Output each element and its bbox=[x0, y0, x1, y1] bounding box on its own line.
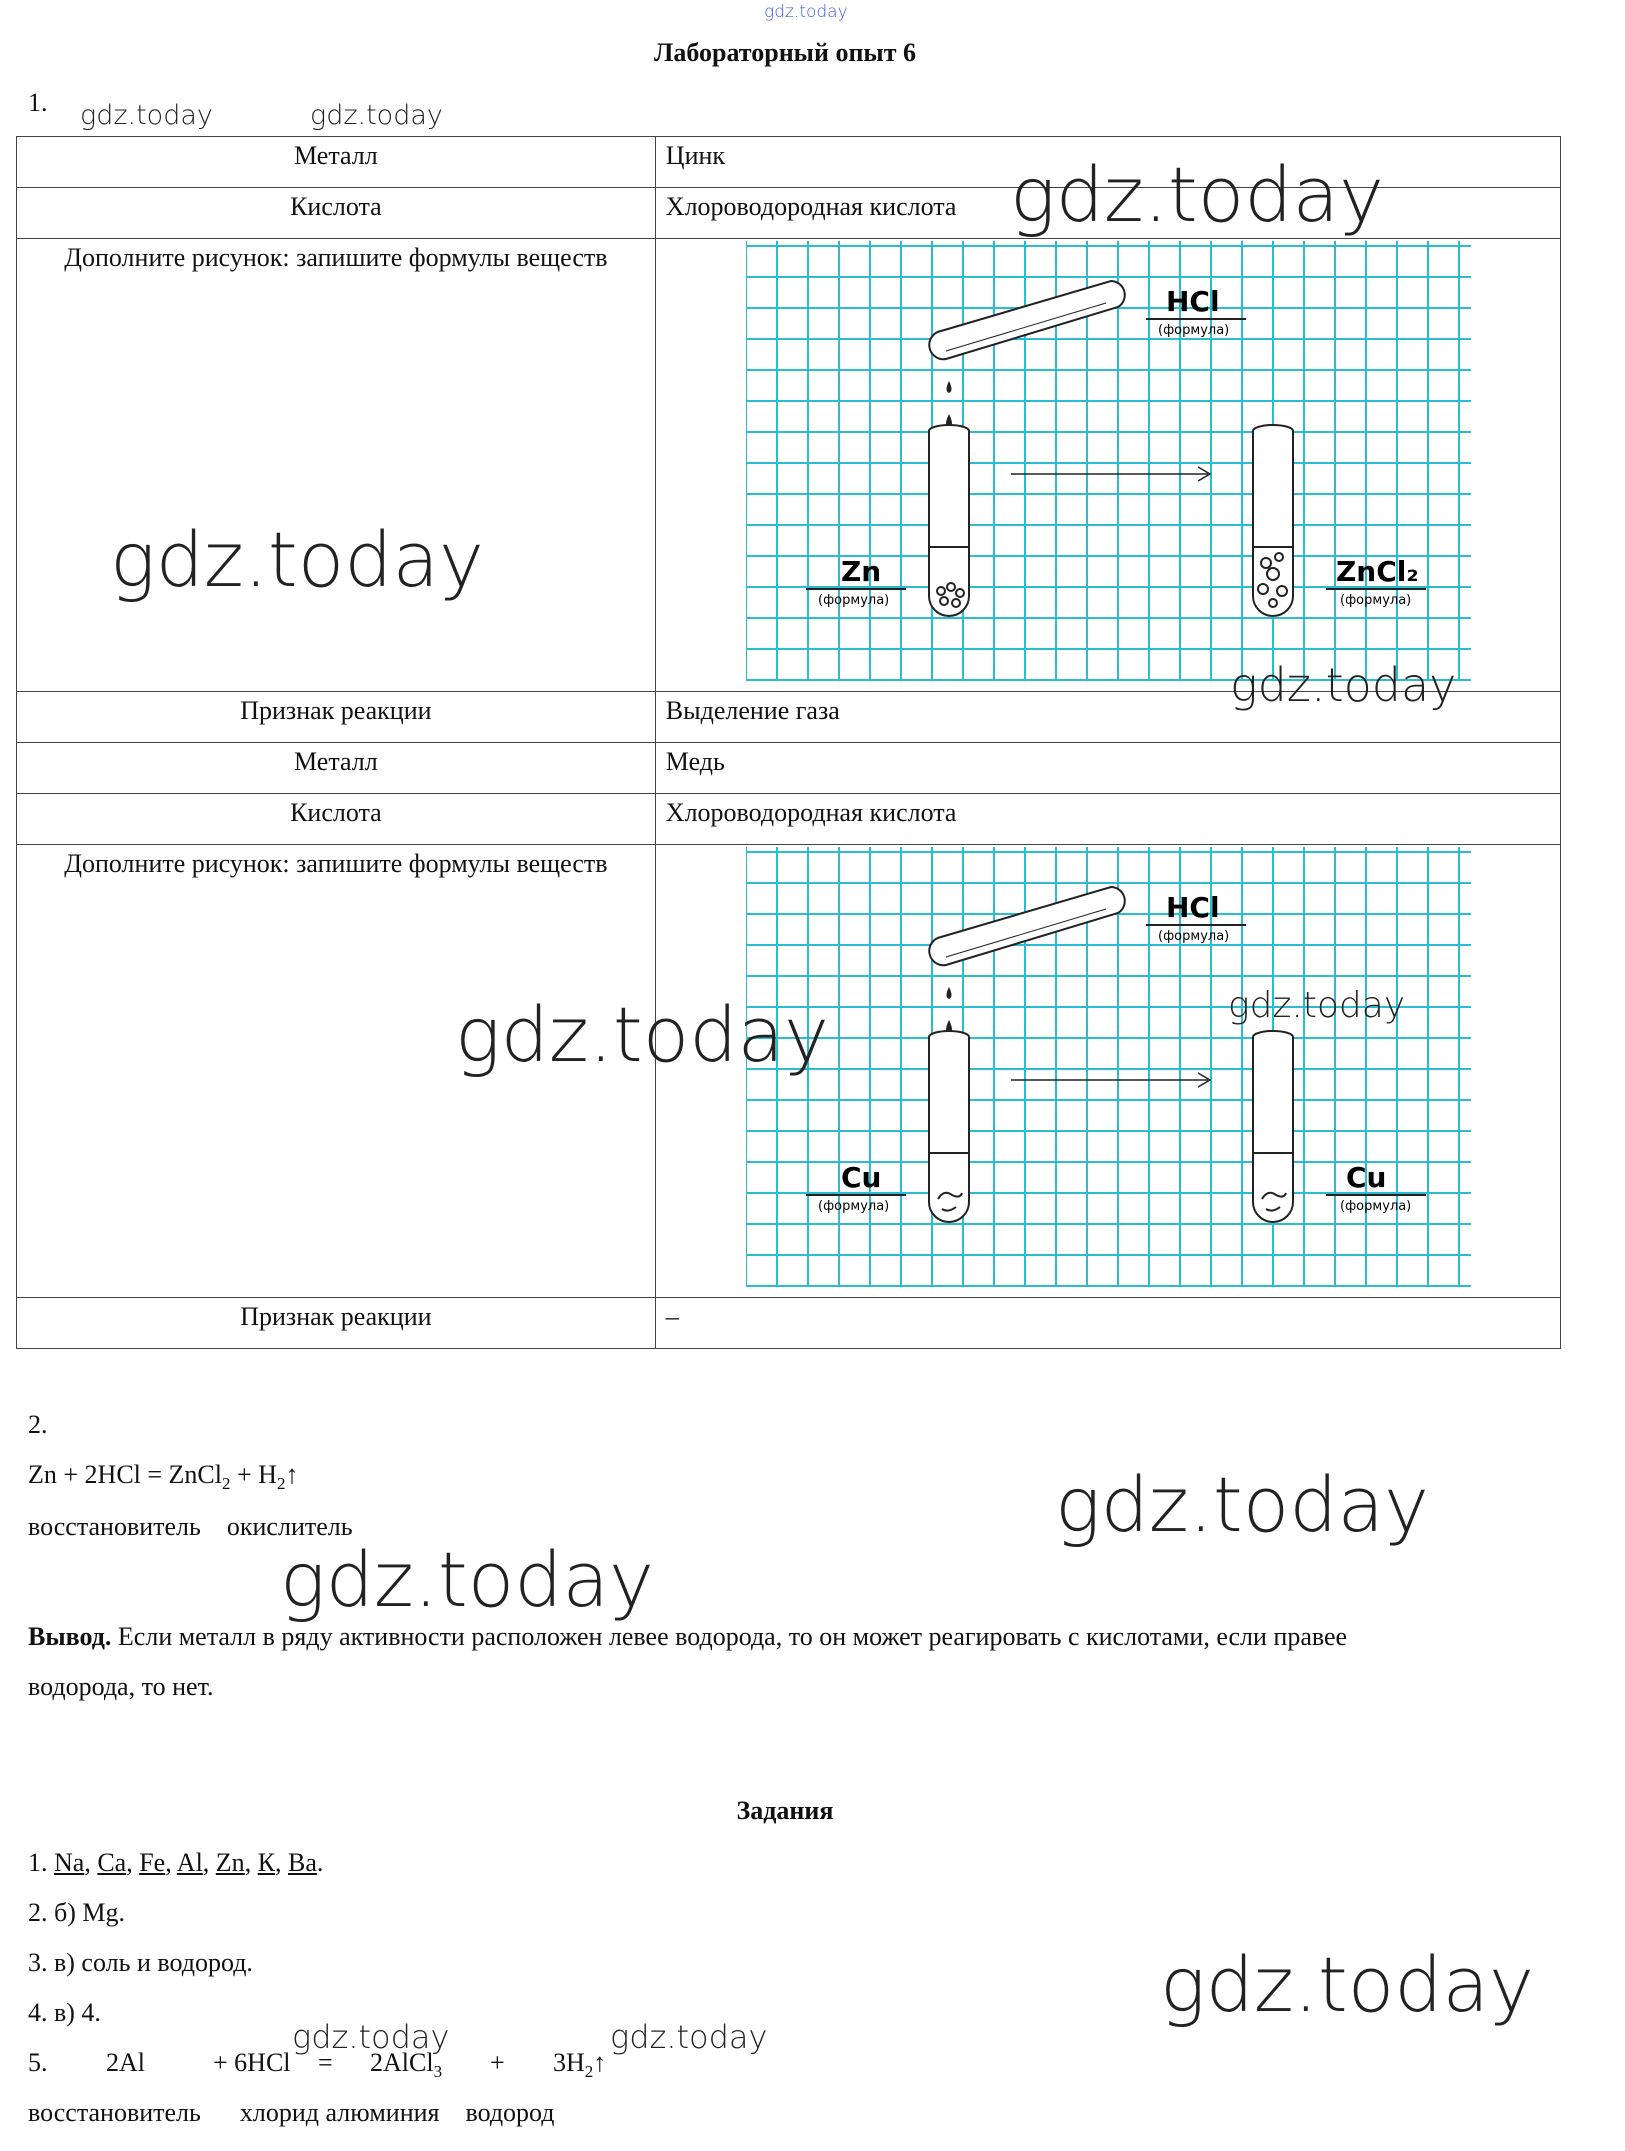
watermark: gdz.today bbox=[292, 2018, 450, 2056]
watermark: gdz.today bbox=[455, 990, 829, 1079]
equation-part: Zn + 2HCl = ZnCl bbox=[28, 1460, 222, 1489]
figure-cell-1 bbox=[655, 239, 1560, 692]
metal-label: Металл bbox=[17, 137, 656, 188]
metal-value: Медь bbox=[655, 743, 1560, 794]
acid-caption: (формула) bbox=[1157, 929, 1230, 944]
task-5 bbox=[28, 2048, 728, 2088]
drop-icon bbox=[946, 381, 951, 393]
right-tube bbox=[1253, 425, 1293, 616]
table-row bbox=[17, 1298, 1561, 1349]
task-1-item: Al bbox=[176, 1848, 203, 1877]
reaction-figure-2 bbox=[746, 847, 1471, 1287]
page-title: Лабораторный опыт 6 bbox=[653, 38, 917, 67]
watermark: gdz.today bbox=[1010, 150, 1384, 239]
task-1-item: Na bbox=[54, 1848, 85, 1877]
drop-icon bbox=[946, 987, 951, 999]
conclusion-text: Если металл в ряду активности расположен левее водорода, то он может реагировать с кислотами, если правее bbox=[111, 1622, 1348, 1651]
equation-part: + 6HCl bbox=[213, 2048, 291, 2077]
equation-part: 3H bbox=[553, 2048, 585, 2077]
header-watermark: gdz.today bbox=[764, 2, 848, 22]
table-row bbox=[17, 794, 1561, 845]
watermark: gdz.today bbox=[1160, 1940, 1534, 2029]
lab-table bbox=[16, 136, 1561, 1349]
acid-tube bbox=[929, 281, 1125, 359]
watermark: gdz.today bbox=[110, 515, 484, 604]
task-1-item: Ca bbox=[97, 1848, 127, 1877]
equation-sub: 3 bbox=[433, 2062, 443, 2082]
left-tube bbox=[929, 425, 969, 616]
conclusion bbox=[28, 1612, 1568, 1712]
task-1-item: Ba bbox=[288, 1848, 317, 1877]
task-1-item: Fe bbox=[139, 1848, 166, 1877]
reaction-figure-1 bbox=[746, 241, 1471, 681]
sign-value: Выделение газа bbox=[655, 692, 1560, 743]
acid-label: Кислота bbox=[17, 188, 656, 239]
equation-part: + H bbox=[230, 1460, 277, 1489]
acid-formula: HCl bbox=[1165, 285, 1220, 318]
section1-number: 1. bbox=[28, 88, 48, 117]
equation-sub: 2 bbox=[584, 2062, 594, 2082]
acid-value: Хлороводородная кислота bbox=[655, 188, 1560, 239]
task-1-item: Zn bbox=[215, 1848, 245, 1877]
left-tube bbox=[929, 1031, 969, 1222]
metal-value: Цинк bbox=[655, 137, 1560, 188]
task-4: 4. в) 4. bbox=[28, 1998, 101, 2027]
watermark: gdz.today bbox=[310, 100, 443, 131]
product-caption: (формула) bbox=[1339, 593, 1412, 608]
watermark: gdz.today bbox=[80, 100, 213, 131]
acid-tube bbox=[929, 887, 1125, 965]
task-number: 1. bbox=[28, 1848, 54, 1877]
task-1-item: К bbox=[257, 1848, 276, 1877]
sign-value: – bbox=[655, 1298, 1560, 1349]
figure-label: Дополните рисунок: запишите формулы веществ bbox=[17, 845, 656, 1298]
product-caption: (формула) bbox=[1339, 1199, 1412, 1214]
equation-roles: восстановитель окислитель bbox=[28, 1512, 353, 1541]
equation-sub: 2 bbox=[276, 1474, 286, 1494]
equation-part: + bbox=[490, 2048, 505, 2077]
table-row bbox=[17, 239, 1561, 692]
right-tube bbox=[1253, 1031, 1293, 1222]
task-number: 5. bbox=[28, 2048, 48, 2077]
task-1-list: Na, Ca, Fe, Al, Zn, К, Ba bbox=[54, 1848, 317, 1877]
equation-sub: 2 bbox=[222, 1474, 231, 1494]
acid-label: Кислота bbox=[17, 794, 656, 845]
watermark: gdz.today bbox=[1230, 658, 1457, 712]
equation bbox=[28, 1460, 298, 1494]
metal-caption: (формула) bbox=[817, 593, 890, 608]
conclusion-text: водорода, то нет. bbox=[28, 1672, 214, 1701]
metal-caption: (формула) bbox=[817, 1199, 890, 1214]
task-3: 3. в) соль и водород. bbox=[28, 1948, 253, 1977]
product-formula: ZnCl₂ bbox=[1335, 555, 1419, 588]
sign-label: Признак реакции bbox=[17, 1298, 656, 1349]
table-row bbox=[17, 743, 1561, 794]
task-2: 2. б) Mg. bbox=[28, 1898, 126, 1927]
watermark: gdz.today bbox=[1055, 1460, 1429, 1549]
metal-formula: Zn bbox=[840, 555, 882, 588]
acid-caption: (формула) bbox=[1157, 323, 1230, 338]
tasks-heading: Задания bbox=[736, 1796, 834, 1825]
product-formula: Cu bbox=[1345, 1161, 1387, 1194]
task-5-labels: восстановитель хлорид алюминия водород bbox=[28, 2098, 555, 2127]
equation-part: ↑ bbox=[593, 2048, 607, 2077]
watermark: gdz.today bbox=[1228, 985, 1406, 1026]
equation-part: ↑ bbox=[285, 1460, 299, 1489]
equation-part: = bbox=[318, 2048, 333, 2077]
metal-label: Металл bbox=[17, 743, 656, 794]
acid-formula: HCl bbox=[1165, 891, 1220, 924]
conclusion-label: Вывод. bbox=[28, 1622, 112, 1651]
equation-part: 2Al bbox=[106, 2048, 145, 2077]
watermark: gdz.today bbox=[280, 1535, 654, 1624]
section2-number: 2. bbox=[28, 1410, 48, 1439]
task-1: 1. Na, Ca, Fe, Al, Zn, К, Ba. bbox=[28, 1848, 324, 1877]
acid-value: Хлороводородная кислота bbox=[655, 794, 1560, 845]
figure-label: Дополните рисунок: запишите формулы веществ bbox=[17, 239, 656, 692]
sign-label: Признак реакции bbox=[17, 692, 656, 743]
metal-formula: Cu bbox=[840, 1161, 882, 1194]
equation-part: 2AlCl bbox=[370, 2048, 434, 2077]
watermark: gdz.today bbox=[610, 2018, 768, 2056]
